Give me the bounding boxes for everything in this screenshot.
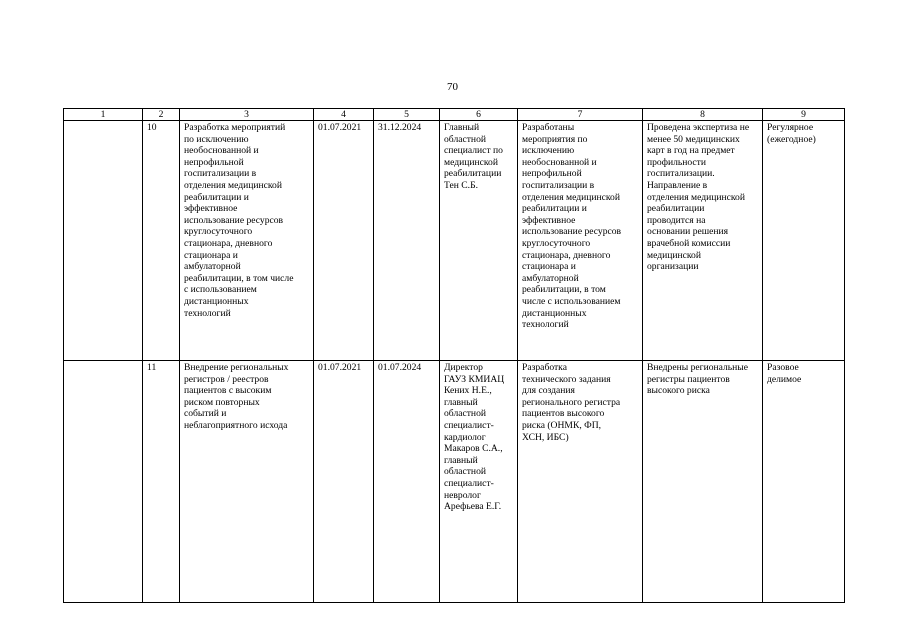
row-number-cell: 10 — [143, 121, 180, 361]
start-date-cell: 01.07.2021 — [314, 361, 374, 603]
column-header: 9 — [763, 109, 845, 121]
column-header: 1 — [64, 109, 143, 121]
table-cell — [64, 361, 143, 603]
responsible-cell: Главный областной специалист по медицинской реабилитации Тен С.Б. — [440, 121, 518, 361]
activity-cell: Разработка мероприятий по исключению необоснованной и непрофильной госпитализации в отделения медицинской реабилитации и эффективное использование ресурсов круглосуточного стационара, дневного стационара и амбулаторной реабилитации, в том числе с использованием дистанционных технологий — [180, 121, 314, 361]
column-header: 7 — [518, 109, 643, 121]
table-cell — [64, 121, 143, 361]
activity-cell: Внедрение региональных регистров / реестров пациентов с высоким риском повторных событий и неблагоприятного исхода — [180, 361, 314, 603]
column-header: 8 — [643, 109, 763, 121]
frequency-cell: Регулярное (ежегодное) — [763, 121, 845, 361]
page-number: 70 — [447, 81, 458, 93]
column-number-header-row — [64, 109, 845, 121]
frequency-cell: Разовое делимое — [763, 361, 845, 603]
row-number-cell: 11 — [143, 361, 180, 603]
column-header: 5 — [374, 109, 440, 121]
result-cell: Разработка технического задания для создания регионального регистра пациентов высокого риска (ОНМК, ФП, ХСН, ИБС) — [518, 361, 643, 603]
responsible-cell: Директор ГАУЗ КМИАЦ Кених Н.Е., главный областной специалист- кардиолог Макаров С.А., главный областной специалист- невролог Арефьева Е.Г. — [440, 361, 518, 603]
action-plan-table — [63, 108, 845, 603]
indicator-cell: Проведена экспертиза не менее 50 медицинских карт в год на предмет профильности госпитализации. Направление в отделения медицинской реабилитации проводится на основании решения врачебной комиссии медицинской организации — [643, 121, 763, 361]
table-row — [64, 121, 845, 361]
column-header: 6 — [440, 109, 518, 121]
indicator-cell: Внедрены региональные регистры пациентов высокого риска — [643, 361, 763, 603]
end-date-cell: 31.12.2024 — [374, 121, 440, 361]
start-date-cell: 01.07.2021 — [314, 121, 374, 361]
column-header: 3 — [180, 109, 314, 121]
column-header: 2 — [143, 109, 180, 121]
column-header: 4 — [314, 109, 374, 121]
end-date-cell: 01.07.2024 — [374, 361, 440, 603]
result-cell: Разработаны мероприятия по исключению необоснованной и непрофильной госпитализации в отделения медицинской реабилитации и эффективное использование ресурсов круглосуточного стационара, дневного стационара и амбулаторной реабилитации, в том числе с использованием дистанционных технологий — [518, 121, 643, 361]
table-row — [64, 361, 845, 603]
